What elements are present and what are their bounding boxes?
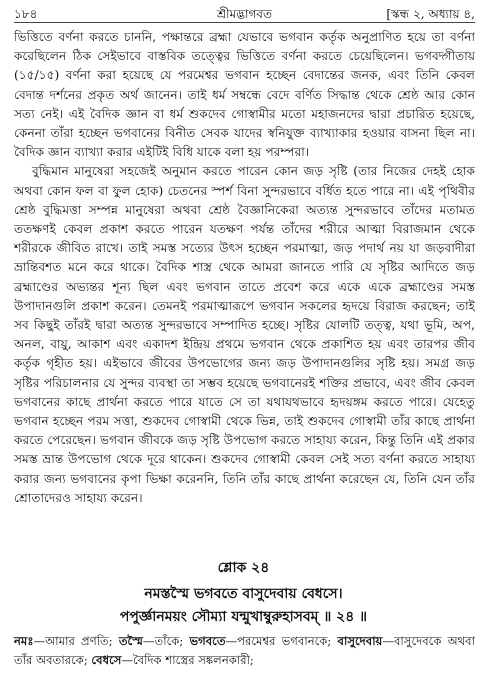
- synonym-meaning: —তাঁকে;: [142, 634, 190, 648]
- chapter-reference: [স্কন্ধ ২, অধ্যায় ৪,: [386, 7, 475, 21]
- synonym-term: বাসুদেবায়: [337, 634, 383, 648]
- verse-line-1: নমস্তস্মৈ ভগবতে বাসুদেবায় বেধসে।: [144, 586, 343, 602]
- verse-heading: শ্লোক ২৪: [217, 560, 270, 576]
- book-title: শ্রীমদ্ভাগবত: [216, 7, 272, 21]
- paragraph-2: বুদ্ধিমান মানুষেরা সহজেই অনুমান করতে পারেন কোন জড় সৃষ্টি (তার নিজের দেহই হোক অথবা কোন ফল বা ফুল হোক) চেতনের স্পর্শ বিনা সুন্দরভাবে বর্ধিত হতে পারে না। এই পৃথিবীর শ্রেষ্ঠ বুদ্ধিমত্তা সম্পন্ন মানুষেরা অথবা শ্রেষ্ঠ বৈজ্ঞানিকেরা অত্যন্ত সুন্দরভাবে তাঁদের মতামত ততক্ষণই কেবল প্রকাশ করতে পারেন যতক্ষণ পর্যন্ত তাঁদের শরীরে আত্মা বিরাজমান থেকে শরীরকে জীবিত রাখে। তাই সমস্ত সত্যের উৎস হচ্ছেন পরমাত্মা, জড় পদার্থ নয় যা জড়বাদীরা ভ্রান্তিবশত মনে করে থাকে। বৈদিক শাস্ত্র থেকে আমরা জানতে পারি যে সৃষ্টির আদিতে জড় ব্রহ্মাণ্ডের অভ্যন্তর শূন্য ছিল এবং ভগবান তাতে প্রবেশ করে একে একে ব্রহ্মাণ্ডের সমস্ত উপাদানগুলি প্রকাশ করেন। তেমনই পরমাত্মারূপে ভগবান সকলের হৃদয়ে বিরাজ করছেন; তাই সব কিছুই তাঁরই দ্বারা অত্যন্ত সুন্দরভাবে সম্পাদিত হচ্ছে। সৃষ্টির যোলটি তত্ত্ব, যথা ভূমি, অপ, অনল, বায়ু, আকাশ এবং একাদশ ইন্দ্রিয় প্রথমে ভগবান থেকে প্রকাশিত হয় এবং তারপর জীব কর্তৃক গৃহীত হয়। এইভাবে জীবের উপভোগের জন্য জড় উপাদানগুলির সৃষ্টি হয়। সমগ্র জড় সৃষ্টির পরিচালনার যে সুন্দর ব্যবস্থা তা সম্ভব হয়েছে ভগবানেরই শক্তির প্রভাবে, এবং জীব কেবল ভগবানের কাছে প্রার্থনা করতে পারে যাতে সে তা যথাযথভাবে হৃদয়ঙ্গম করতে পারে। যেহেতু ভগবান হচ্ছেন পরম সত্তা, শুকদেব গোস্বামী থেকে ভিন্ন, তাই শুকদেব গোস্বামী তাঁর কাছে প্রার্থনা করতে পেরেছেন। ভগবান জীবকে জড় সৃষ্টি উপভোগ করতে সাহায্য করেন, কিন্তু তিনি এই প্রকার সমস্ত ভ্রান্ত উপভোগ থেকে দূরে থাকেন। শুকদেব গোস্বামী কেবল সেই সত্য বর্ণনা করতে সাহায্য করার জন্য ভগবানের কৃপা ভিক্ষা করেননি, তিনি তাঁর কাছে প্রার্থনা করেছেন যে, তিনি যেন তাঁর শ্রোতাদেরও সাহায্য করেন।: [14, 164, 475, 505]
- synonym-meaning: —বাসুদেবকে অথবা তাঁর অবতারকে;: [14, 634, 475, 667]
- synonym-term: ভগবতে: [189, 634, 226, 648]
- page-number: ১৮৪: [14, 7, 38, 21]
- synonym-meaning: —আমার প্রণতি;: [33, 634, 119, 648]
- synonyms: [14, 632, 475, 670]
- synonym-term: বেধসে: [91, 653, 122, 667]
- page-header: [14, 4, 475, 23]
- verse-text: [12, 583, 475, 629]
- paragraph-1: ভিত্তিতে বর্ণনা করতে চাননি, পক্ষান্তরে ব্রহ্মা যেভাবে ভগবান কর্তৃক অনুপ্রাণিত হয়ে তা বর্ণনা করেছিলেন ঠিক সেইভাবে বাস্তবিক তত্ত্বের ভিত্তিতে বর্ণনা করতে চেয়েছিলেন। ভগবদ্গীতায় (১৫/১৫) বর্ণনা করা হয়েছে যে পরমেশ্বর ভগবান হচ্ছেন বেদান্তের জনক, এবং তিনি কেবল বেদান্ত দর্শনের প্রকৃত অর্থ জানেন। তাই ধর্ম সম্বন্ধে বেদে বর্ণিত সিদ্ধান্ত থেকে শ্রেষ্ঠ আর কোন সত্য নেই। এই বৈদিক জ্ঞান বা ধর্ম শুকদেব গোস্বামীর মতো মহাজনদের দ্বারা প্রচারিত হয়েছে, কেননা তাঁরা হচ্ছেন ভগবানের বিনীত সেবক যাদের স্বনিযুক্ত ব্যাখ্যাকার হওয়ার বাসনা ছিল না। বৈদিক জ্ঞান ব্যাখ্যা করার এইটিই বিধি যাকে বলা হয় পরম্পরা।: [14, 30, 475, 160]
- synonym-term: তস্মৈ: [118, 634, 143, 648]
- synonym-term: নমঃ: [14, 634, 34, 648]
- synonym-meaning: —পরমেশ্বর ভগবানকে;: [225, 634, 338, 648]
- purport-text: [14, 28, 475, 508]
- verse-line-2: পপুর্জ্ঞানময়ং সৌম্যা যন্মুখাম্বুরুহাসবম্ ॥ ২৪ ॥: [119, 609, 368, 625]
- synonym-meaning: —বৈদিক শাস্ত্রের সঙ্কলনকারী;: [121, 653, 254, 667]
